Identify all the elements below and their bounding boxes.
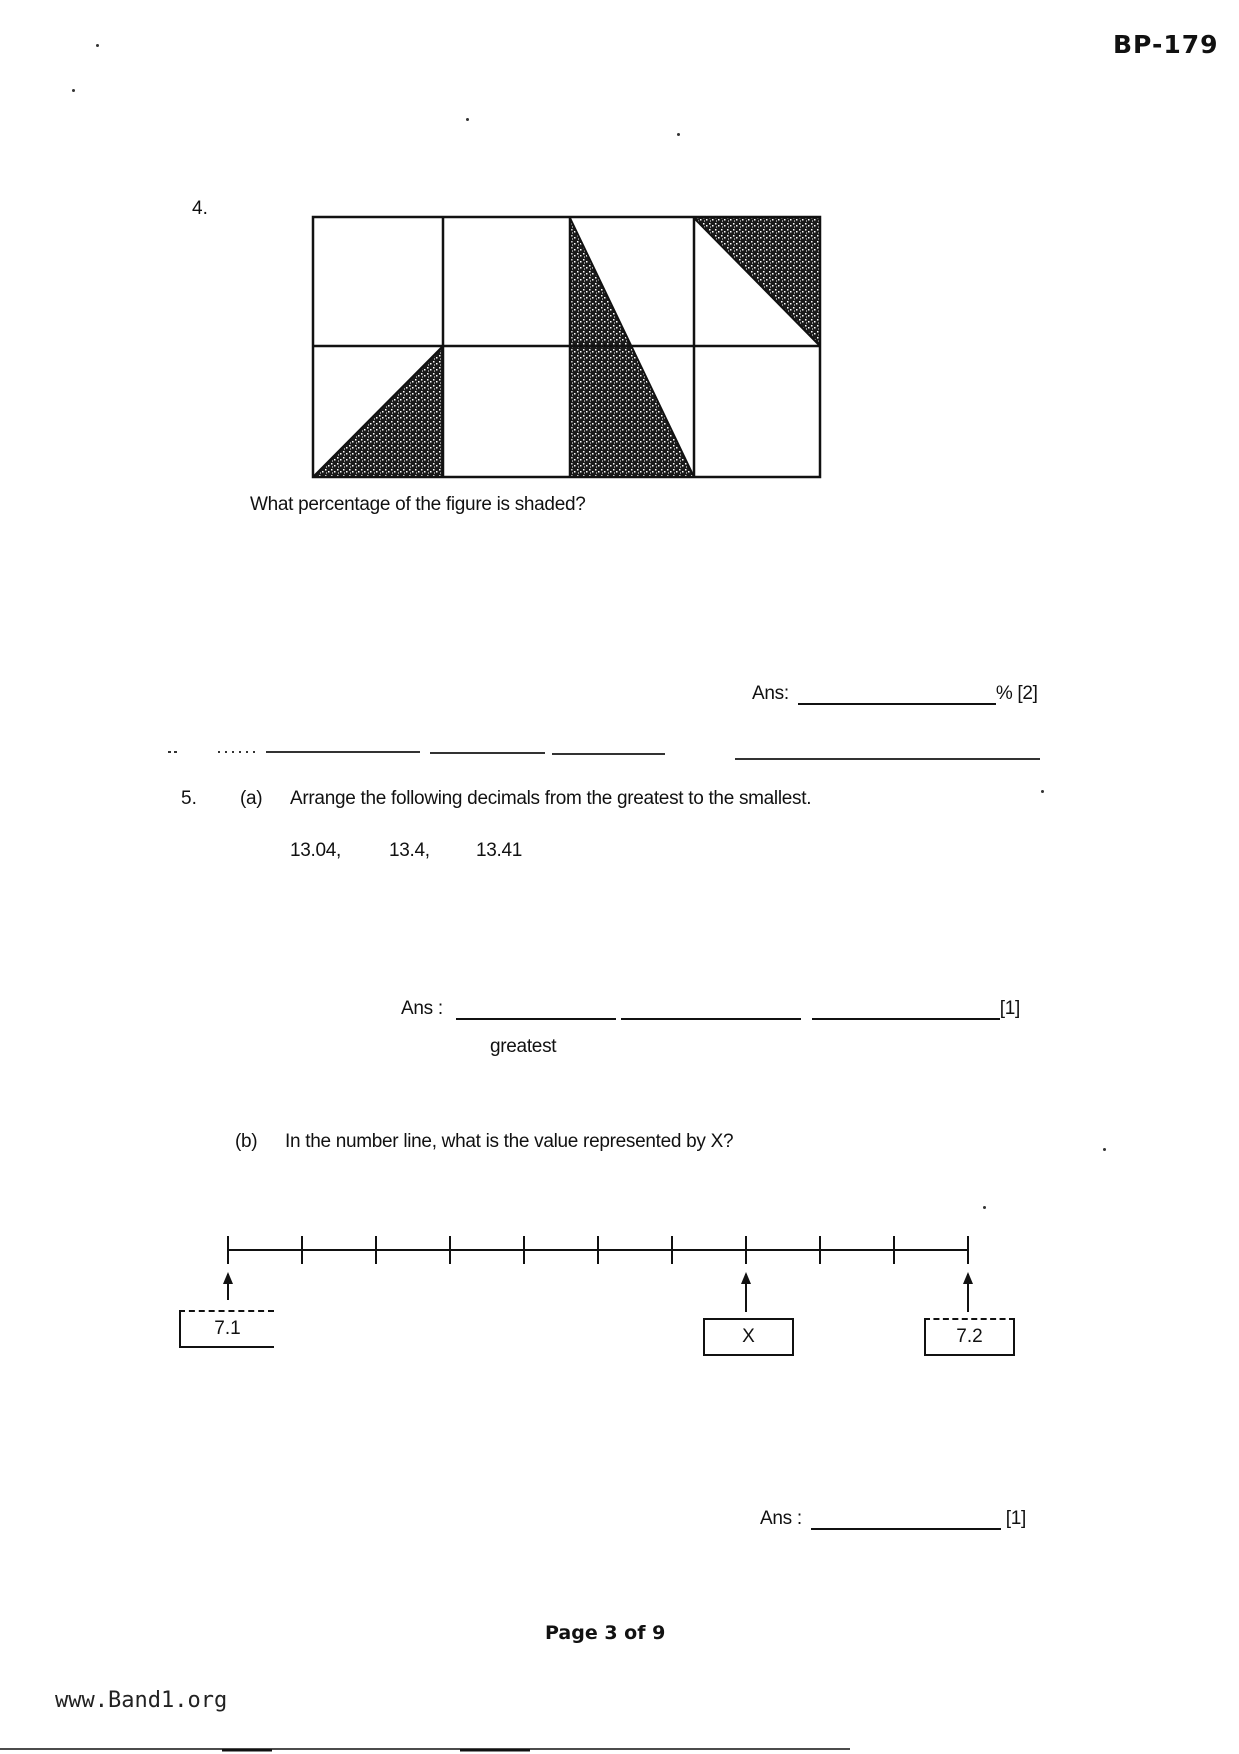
greatest-caption: greatest <box>490 1036 557 1057</box>
question-5-number: 5. <box>181 788 197 809</box>
question-4-prompt: What percentage of the figure is shaded? <box>250 494 586 515</box>
page-bottom-rule <box>0 1749 850 1750</box>
answer-blank[interactable] <box>798 683 996 705</box>
page-number: Page 3 of 9 <box>545 1622 666 1644</box>
document-code: BP-179 <box>1113 30 1219 59</box>
decimal-value: 13.41 <box>476 840 523 861</box>
start-value-label: 7.1 <box>214 1318 241 1339</box>
answer-suffix-marks: % [2] <box>995 683 1038 704</box>
answer-blank-greatest[interactable] <box>456 998 616 1020</box>
start-arrow-head <box>223 1272 233 1284</box>
part-a-prompt: Arrange the following decimals from the greatest to the smallest. <box>290 788 812 809</box>
question-4-answer-row <box>752 683 1038 705</box>
section-separator <box>168 752 1040 759</box>
end-value-label: 7.2 <box>956 1326 983 1347</box>
number-line <box>223 1236 973 1312</box>
answer-label: Ans: <box>752 683 789 704</box>
answer-label: Ans : <box>760 1508 802 1529</box>
shaded-grid-figure <box>313 217 820 477</box>
part-a-answer-row <box>401 998 1020 1020</box>
answer-label: Ans : <box>401 998 443 1019</box>
answer-blank[interactable] <box>811 1508 1001 1530</box>
answer-blank-smallest[interactable] <box>812 998 1000 1020</box>
end-arrow-head <box>963 1272 973 1284</box>
part-b-label: (b) <box>235 1131 258 1152</box>
unknown-value-box <box>703 1318 794 1356</box>
part-a-label: (a) <box>240 788 263 809</box>
decimal-value: 13.04, <box>290 840 342 861</box>
answer-blank-middle[interactable] <box>621 998 801 1020</box>
unknown-arrow-head <box>741 1272 751 1284</box>
part-b-answer-row <box>760 1508 1026 1530</box>
answer-marks: [1] <box>1005 1508 1027 1529</box>
part-b-prompt: In the number line, what is the value represented by X? <box>285 1131 734 1152</box>
start-value-box <box>179 1310 274 1348</box>
answer-marks: [1] <box>999 998 1020 1019</box>
end-value-box <box>924 1318 1015 1356</box>
question-4-number: 4. <box>192 198 208 219</box>
decimal-value: 13.4, <box>389 840 430 861</box>
unknown-value-label: X <box>742 1326 755 1347</box>
source-url[interactable]: www.Band1.org <box>55 1688 228 1713</box>
